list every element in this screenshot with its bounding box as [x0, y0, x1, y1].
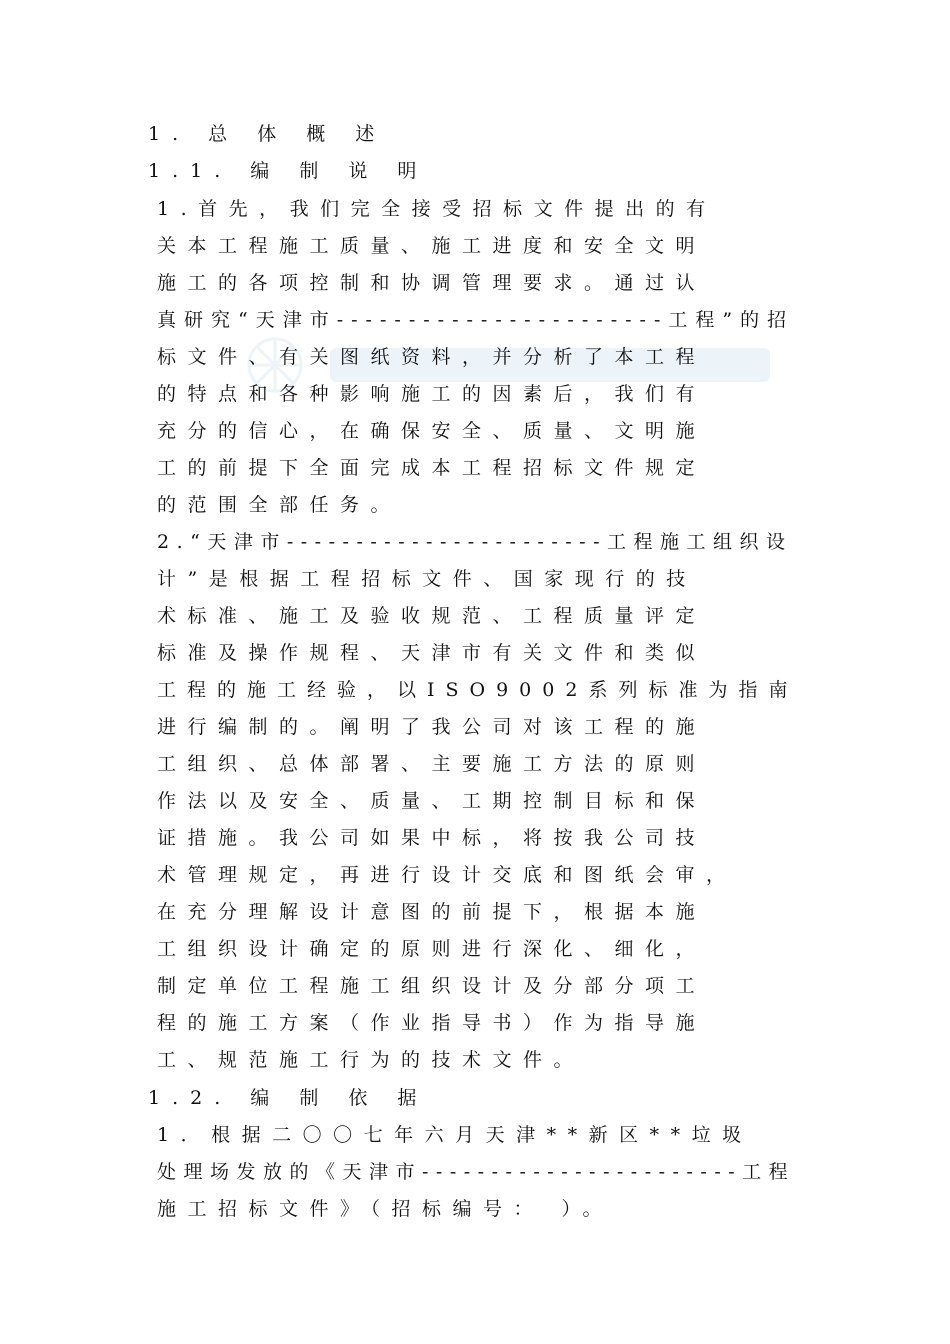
- paragraph-line: 工、规范施工行为的技术文件。: [157, 1049, 585, 1071]
- heading-1: 1. 总 体 概 述: [148, 123, 387, 145]
- paragraph-line: 的特点和各种影响施工的因素后，我们有: [157, 383, 707, 405]
- paragraph-line: 的范围全部任务。: [157, 494, 402, 516]
- paragraph-line: 真研究“天津市-----------------------工程”的招: [157, 309, 795, 331]
- paragraph-line: 处理场发放的《天津市-----------------------工程: [157, 1161, 796, 1183]
- paragraph-line: 工程的施工经验，以ISO9002系列标准为指南: [157, 679, 799, 701]
- paragraph-line: 工的前提下全面完成本工程招标文件规定: [157, 457, 707, 479]
- paragraph-line: 工组织、总体部署、主要施工方法的原则: [157, 753, 707, 775]
- paragraph-line: 证措施。我公司如果中标，将按我公司技: [157, 827, 707, 849]
- paragraph-line: 标文件、有关图纸资料，并分析了本工程: [157, 346, 707, 368]
- paragraph-line: 关本工程施工质量、施工进度和安全文明: [157, 235, 707, 257]
- paragraph-line: 作法以及安全、质量、工期控制目标和保: [157, 790, 707, 812]
- paragraph-line: 在充分理解设计意图的前提下，根据本施: [157, 901, 707, 923]
- paragraph-line: 施工招标文件》（招标编号： ）。: [157, 1198, 614, 1220]
- paragraph-line: 术标准、施工及验收规范、工程质量评定: [157, 605, 707, 627]
- paragraph-line: 标准及操作规程、天津市有关文件和类似: [157, 642, 707, 664]
- heading-1-2: 1.2. 编 制 依 据: [148, 1087, 429, 1109]
- paragraph-line: 计”是根据工程招标文件、国家现行的技: [157, 568, 697, 590]
- paragraph-line: 2.“天津市-----------------------工程施工组织设: [157, 531, 793, 553]
- paragraph-line: 制定单位工程施工组织设计及分部分项工: [157, 975, 707, 997]
- paragraph-line: 程的施工方案（作业指导书）作为指导施: [157, 1012, 707, 1034]
- paragraph-line: 进行编制的。阐明了我公司对该工程的施: [157, 716, 707, 738]
- paragraph-line: 施工的各项控制和协调管理要求。通过认: [157, 272, 707, 294]
- paragraph-line: 工组织设计确定的原则进行深化、细化，: [157, 938, 707, 960]
- paragraph-line: 充分的信心，在确保安全、质量、文明施: [157, 420, 707, 442]
- paragraph-line: 1.首先，我们完全接受招标文件提出的有: [157, 198, 717, 220]
- paragraph-line: 1．根据二〇〇七年六月天津**新区**垃圾: [157, 1124, 753, 1146]
- paragraph-line: 术管理规定，再进行设计交底和图纸会审，: [157, 864, 737, 886]
- heading-1-1: 1.1. 编 制 说 明: [148, 160, 429, 182]
